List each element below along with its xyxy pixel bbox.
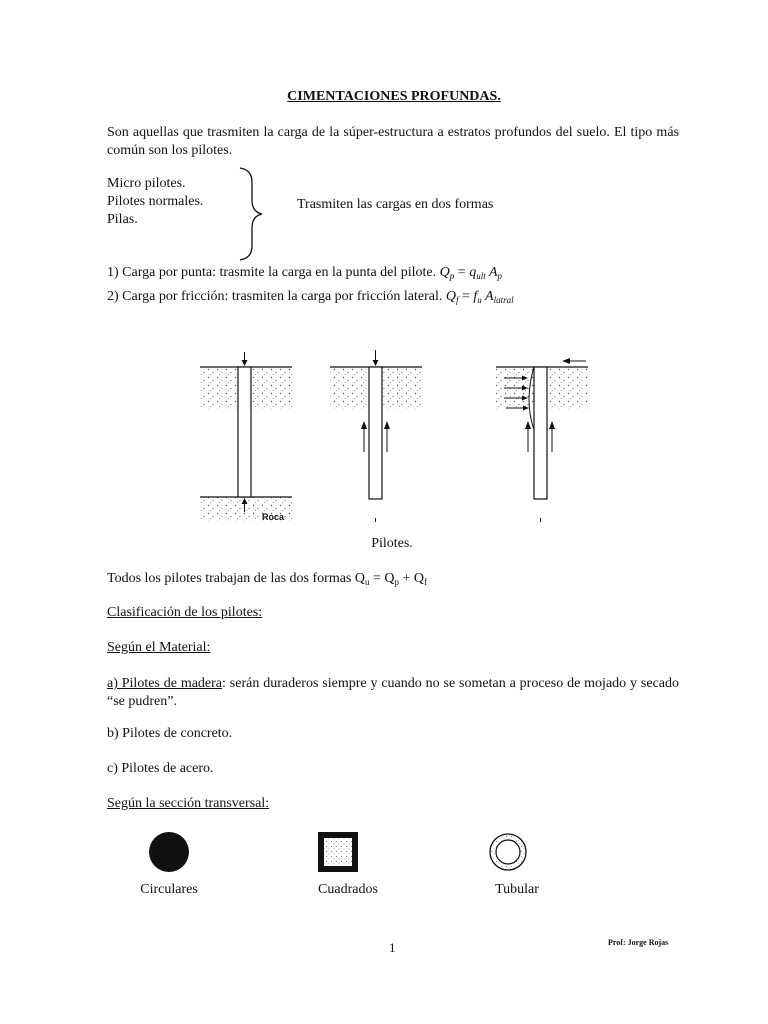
section-heading: Según la sección transversal: [107,796,270,811]
plus-q: + Q [399,571,425,586]
section-tubular-shape [490,834,526,870]
section-tubular-label: Tubular [495,882,539,897]
formula-subscript: p [497,271,503,281]
author-footer: Prof: Jorge Rojas [608,938,669,947]
subscript-p: p [394,577,399,587]
brace-note: Trasmiten las cargas en dos formas [297,197,494,212]
both-forms-text: Todos los pilotes trabajan de las dos formas Q [107,571,365,586]
section-circular-shape [149,832,189,872]
material-heading: Según el Material: [107,640,211,655]
subscript-f: f [424,577,428,587]
formula-equals: = [457,265,466,280]
pile-friction [330,350,422,522]
formula-subscript: latral [493,295,514,305]
point-load-text: 1) Carga por punta: trasmite la carga en la punta del pilote. [107,265,437,280]
equals-q: = Q [369,571,395,586]
formula-subscript: f [455,295,459,305]
formula-symbol: A [488,265,498,280]
pile-type-3: Pilas. [107,212,138,227]
classification-heading: Clasificación de los pilotes: [107,605,263,620]
formula-equals: = [461,289,470,304]
formula-symbol: Q [439,265,450,280]
formula-symbol: f [473,289,478,304]
pile-type-1: Micro pilotes. [107,176,186,191]
curly-brace [240,168,262,260]
pile-end-bearing [200,352,292,521]
wood-paragraph [107,675,679,711]
pile-type-2: Pilotes normales. [107,194,204,209]
wood-label: a) Pilotes de madera [107,676,223,691]
formula-symbol: q [469,265,477,280]
formula-symbol: A [485,289,494,304]
pile-lateral [496,358,588,522]
point-load-line [107,265,502,281]
subscript-u: u [364,577,370,587]
section-circular-label: Circulares [140,882,198,897]
rock-label: Roca [262,512,285,522]
page-title: CIMENTACIONES PROFUNDAS. [287,89,501,104]
section-square-shape [318,832,358,872]
concrete-item: b) Pilotes de concreto. [107,726,233,741]
section-square-label: Cuadrados [318,882,378,897]
friction-load-text: 2) Carga por fricción: trasmiten la carga por fricción lateral. [107,289,443,304]
figure-caption: Pilotes. [371,536,413,551]
friction-load-line [107,289,514,305]
formula-subscript: ult [476,271,486,281]
formula-symbol: Q [445,289,456,304]
intro-paragraph: Son aquellas que trasmiten la carga de la súper-estructura a estratos profundos del suelo. El tipo más común son los pilotes. [107,125,679,158]
formula-subscript: u [477,295,482,305]
formula-subscript: p [449,271,455,281]
steel-item: c) Pilotes de acero. [107,761,214,776]
both-forms-line [107,571,427,587]
wood-text: : serán duraderos siempre y cuando no se sometan a proceso de mojado y secado “se pudren”. [107,676,679,709]
page-number: 1 [389,940,396,955]
